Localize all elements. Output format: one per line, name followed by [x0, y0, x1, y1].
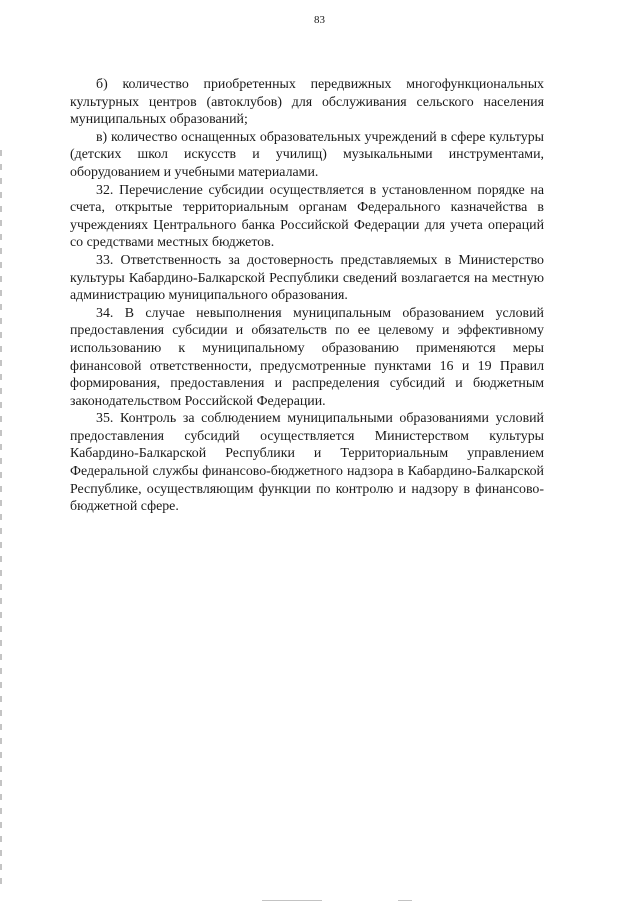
scan-edge-artifact — [0, 150, 2, 890]
paragraph-32: 32. Перечисление субсидии осуществляется в установленном порядке на счета, открытые территориальным органам Федерального казначейства в учреждениях Центрального банка Российской Федерации для учета операций со средствами местных бюджетов. — [70, 182, 544, 251]
paragraph-v: в) количество оснащенных образовательных учреждений в сфере культуры (детских школ искусств и училищ) музыкальными инструментами, оборудованием и учебными материалами. — [70, 129, 544, 180]
scan-speck — [398, 900, 412, 901]
paragraph-35: 35. Контроль за соблюдением муниципальными образованиями условий предоставления субсидий осуществляется Министерством культуры Кабардино-Балкарской Республики и Территориальным управлением Федеральной службы финансово-бюджетного надзора в Кабардино-Балкарской Республике, осуществляющим функции по контролю и надзору в финансово-бюджетной сфере. — [70, 411, 544, 515]
scan-speck — [262, 900, 322, 901]
paragraph-b: б) количество приобретенных передвижных многофункциональных культурных центров (автоклубов) для обслуживания сельского населения муниципальных образований; — [70, 77, 544, 128]
document-body — [70, 76, 544, 516]
paragraph-34: 34. В случае невыполнения муниципальным образованием условий предоставления субсидии и обязательств по ее целевому и эффективному использованию к муниципальному образованию применяются меры финансовой ответственности, предусмотренные пунктами 16 и 19 Правил формирования, предоставления и распределения субсидий и бюджетным законодательством Российской Федерации. — [70, 305, 544, 409]
paragraph-33: 33. Ответственность за достоверность представляемых в Министерство культуры Кабардино-Балкарской Республики сведений возлагается на местную администрацию муниципального образования. — [70, 252, 544, 304]
page-number: 83 — [314, 14, 325, 26]
